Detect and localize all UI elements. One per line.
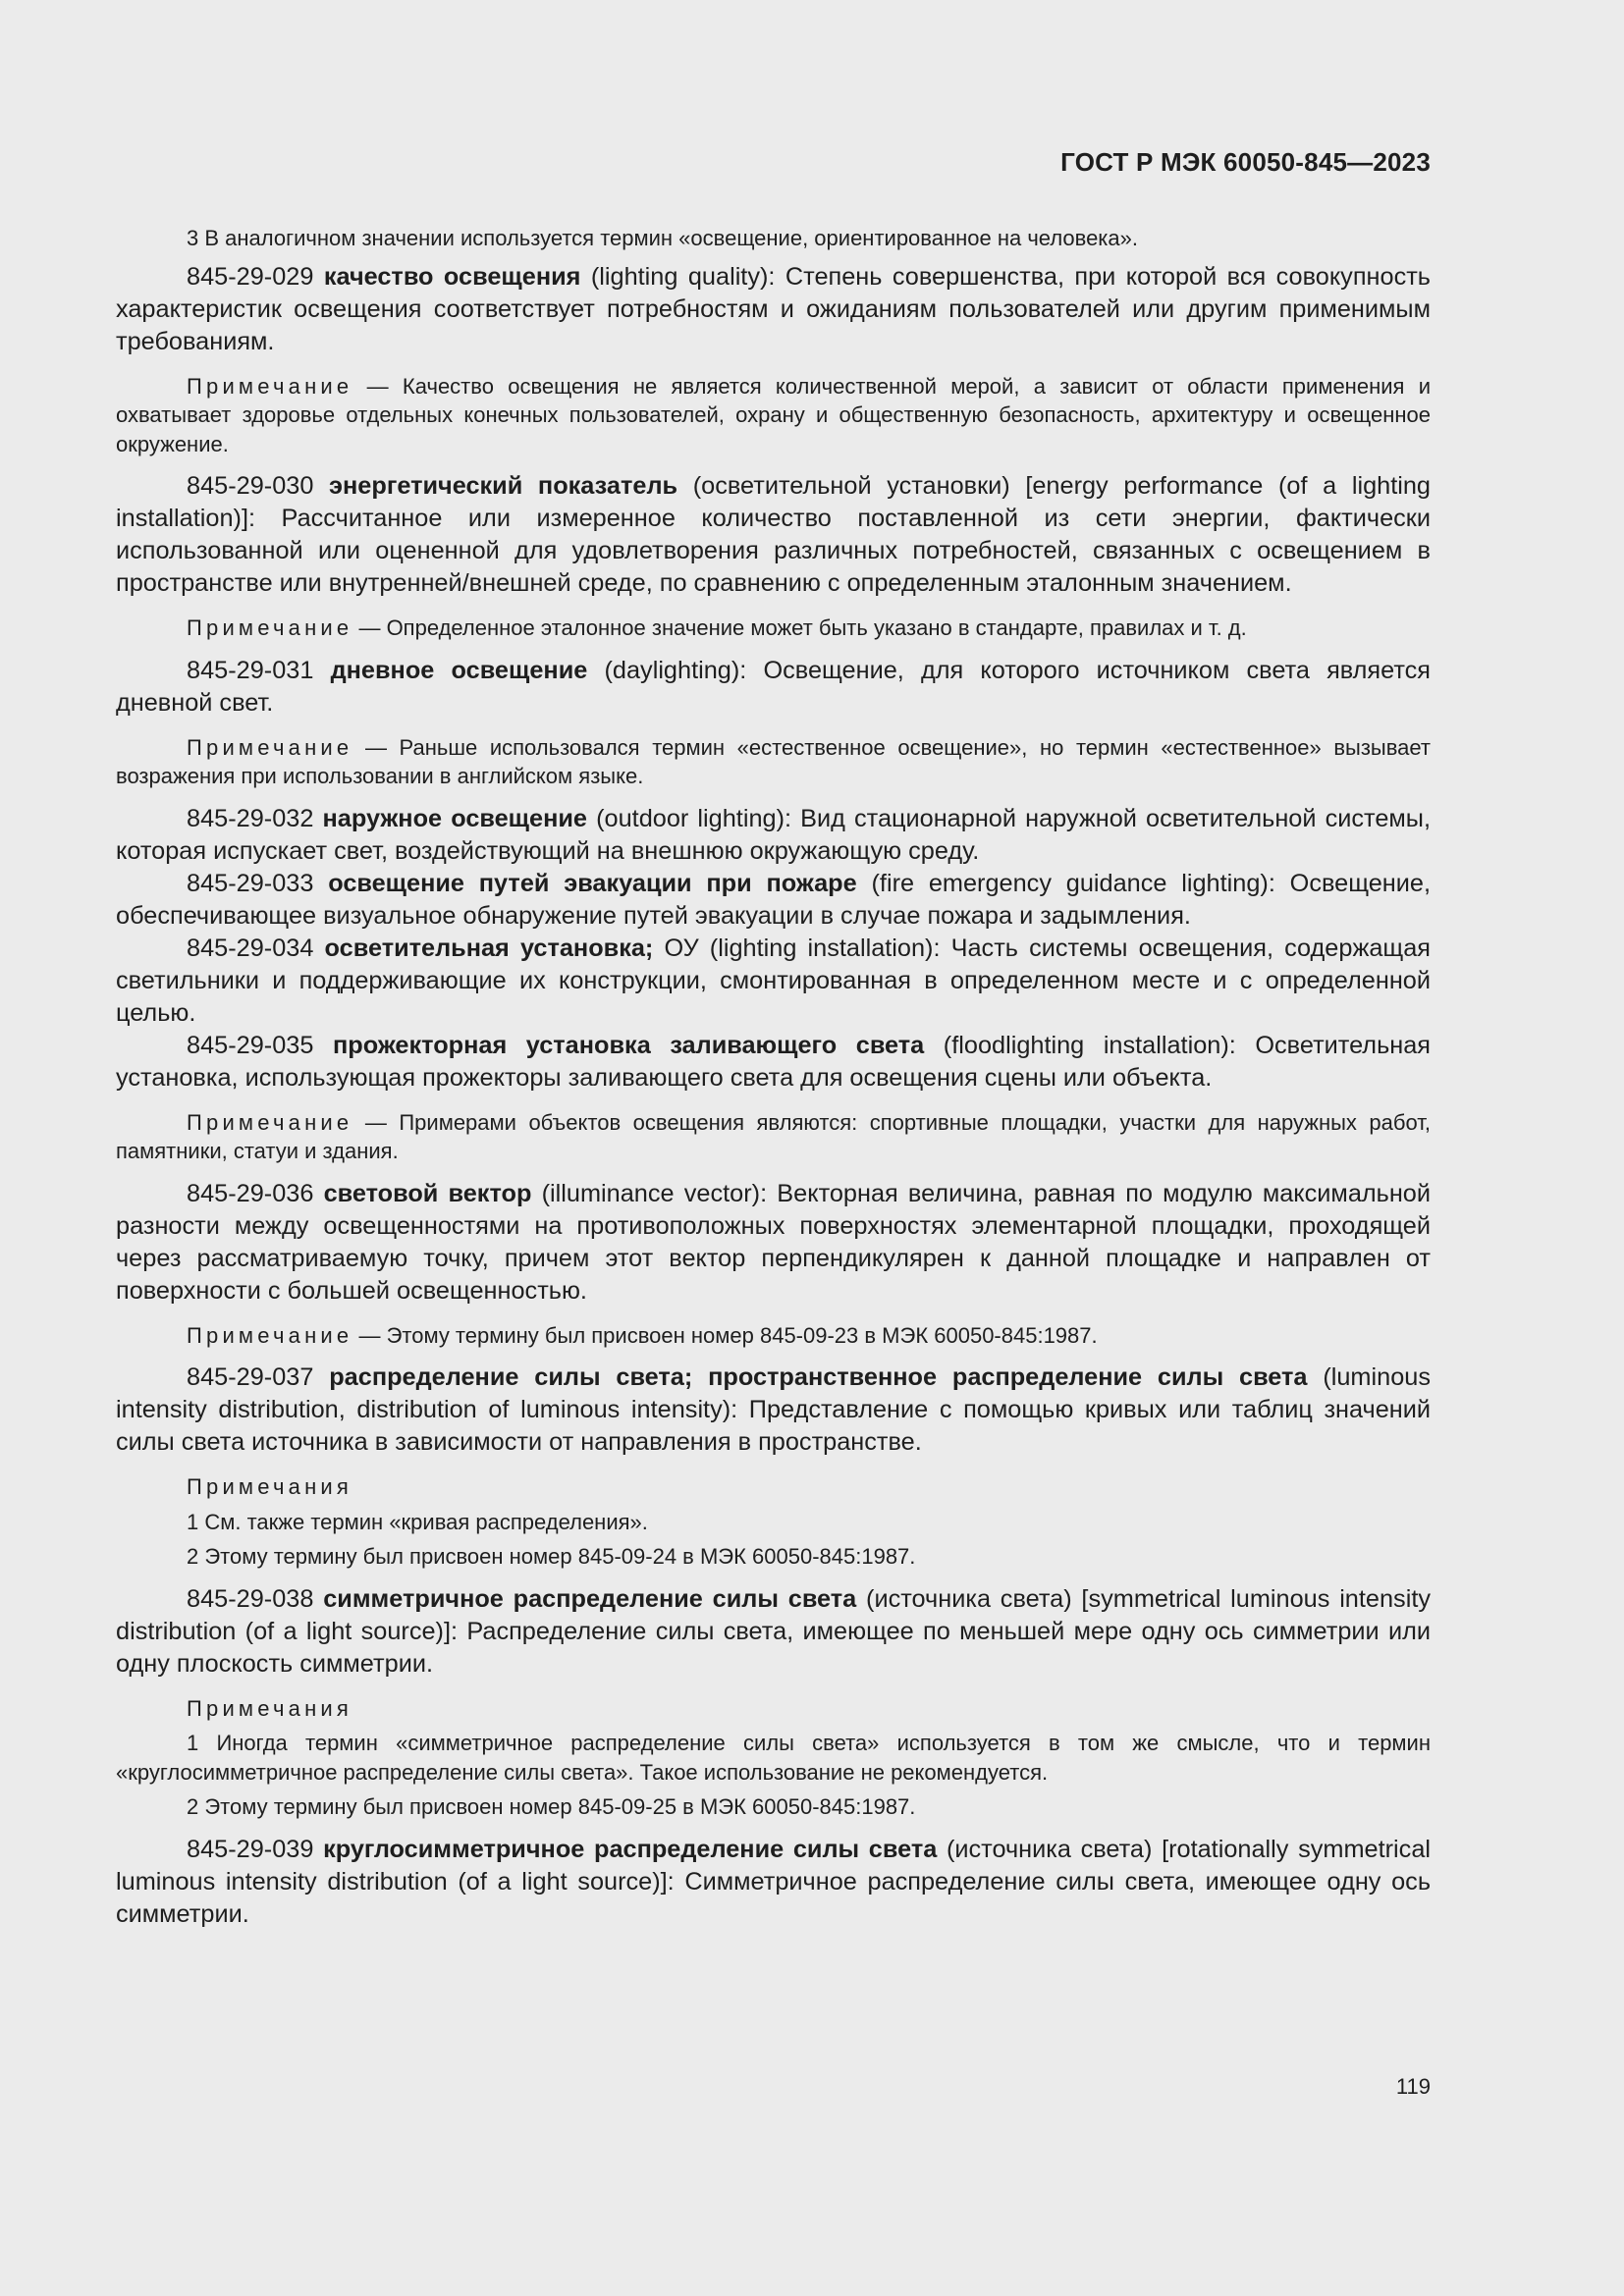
note-label: Примечание [187, 615, 353, 640]
term-definition: (outdoor lighting): Вид стационарной наружной осветительной системы, которая испускает свет, воздействующий на внешнюю окружающую среду. [116, 804, 1432, 865]
term-note-037-2: 2 Этому термину был присвоен номер 845-09-24 в МЭК 60050-845:1987. [187, 1544, 916, 1569]
notes-label-038: Примечания [187, 1695, 353, 1721]
term-definition: (floodlighting installation): Осветительная установка, использующая прожекторы заливающего света для освещения сцены или объекта. [116, 1031, 1431, 1092]
term-number: 845-29-038 [187, 1584, 314, 1613]
term-name: световой вектор [323, 1179, 532, 1207]
term-entry-034 [116, 933, 1431, 1030]
term-note-038-1: 1 Иногда термин «симметричное распределение силы света» используется в том же смысле, что и термин «круглосимметричное распределение силы света». Такое использование не рекомендуется. [116, 1731, 1431, 1785]
term-number: 845-29-029 [187, 262, 314, 291]
term-note-038-2: 2 Этому термину был присвоен номер 845-09-25 в МЭК 60050-845:1987. [187, 1794, 916, 1819]
notes-label-037: Примечания [187, 1474, 353, 1499]
note-text: — Этому термину был присвоен номер 845-09-23 в МЭК 60050-845:1987. [352, 1322, 1098, 1348]
note-human-centric: 3 В аналогичном значении используется термин «освещение, ориентированное на человека». [187, 226, 1138, 250]
term-number: 845-29-037 [187, 1363, 314, 1391]
page-content [116, 224, 1431, 1931]
term-entry-036 [116, 1178, 1431, 1308]
term-number: 845-29-039 [187, 1835, 314, 1863]
term-number: 845-29-036 [187, 1179, 314, 1207]
term-entry-037 [116, 1362, 1431, 1459]
note-label: Примечание [187, 1322, 353, 1348]
term-entry-032 [116, 803, 1431, 868]
term-number: 845-29-031 [187, 656, 314, 684]
term-number: 845-29-030 [187, 472, 314, 500]
term-entry-033 [116, 868, 1431, 933]
note-label: Примечание [187, 373, 353, 399]
term-note-030 [116, 614, 1431, 643]
term-number: 845-29-034 [187, 934, 314, 962]
term-name: качество освещения [323, 262, 581, 291]
note-text: — Качество освещения не является количественной мерой, а зависит от области применения и охватывает здоровье отдельных конечных пользователей, охрану и общественную безопасность, архитектуру и освещенное окружение. [116, 373, 1431, 456]
term-definition: (luminous intensity distribution, distribution of luminous intensity): Представление с помощью кривых или таблиц значений силы света источника в зависимости от направления в пространстве. [116, 1363, 1432, 1456]
term-name: прожекторная установка заливающего света [332, 1031, 925, 1059]
term-name: круглосимметричное распределение силы света [323, 1835, 938, 1863]
term-definition: (daylighting): Освещение, для которого источником света является дневной свет. [116, 656, 1432, 717]
term-name: распределение силы света; пространственное распределение силы света [329, 1363, 1308, 1391]
term-number: 845-29-032 [187, 804, 314, 832]
note-label: Примечание [187, 734, 353, 760]
term-entry-038 [116, 1583, 1431, 1681]
term-entry-030 [116, 470, 1431, 600]
term-definition: (источника света) [symmetrical luminous intensity distribution (of a light source)]: Распределение силы света, имеющее по меньшей мере одну ось симметрии или одну плоскость симметрии. [116, 1584, 1431, 1678]
note-text: — Примерами объектов освещения являются: спортивные площадки, участки для наружных работ, памятники, статуи и здания. [116, 1109, 1431, 1163]
term-definition: (fire emergency guidance lighting): Освещение, обеспечивающее визуальное обнаружение путей эвакуации в случае пожара и задымления. [116, 869, 1431, 930]
term-note-036 [116, 1321, 1431, 1351]
note-label: Примечание [187, 1109, 353, 1135]
term-definition: (источника света) [rotationally symmetrical luminous intensity distribution (of a light source)]: Симметричное распределение силы света, имеющее одну ось симметрии. [116, 1835, 1432, 1928]
term-name: наружное освещение [322, 804, 587, 832]
term-note-031 [116, 733, 1431, 791]
note-text: — Раньше использовался термин «естественное освещение», но термин «естественное» вызывает возражения при использовании в английском языке. [116, 734, 1431, 788]
term-number: 845-29-033 [187, 869, 314, 897]
term-entry-031 [116, 655, 1431, 720]
document-header: ГОСТ Р МЭК 60050-845—2023 [1060, 147, 1431, 177]
term-definition: (lighting quality): Степень совершенства, при которой вся совокупность характеристик освещения соответствует потребностям и ожиданиям пользователей или другим применимым требованиям. [116, 262, 1431, 355]
term-number: 845-29-035 [187, 1031, 314, 1059]
page-number: 119 [1395, 2074, 1431, 2099]
note-text: — Определенное эталонное значение может быть указано в стандарте, правилах и т. д. [352, 615, 1247, 640]
term-definition: (illuminance vector): Векторная величина, равная по модулю максимальной разности между освещенностями на противоположных поверхностях элементарной площадки, проходящей через рассматриваемую точку, причем этот вектор перпендикулярен к данной площадке и направлен от поверхности с большей освещенностью. [116, 1179, 1432, 1305]
term-entry-039 [116, 1834, 1431, 1931]
term-name: дневное освещение [330, 656, 588, 684]
term-note-037-1: 1 См. также термин «кривая распределения». [187, 1509, 648, 1534]
term-entry-035 [116, 1030, 1431, 1095]
term-note-029 [116, 372, 1431, 459]
term-note-035 [116, 1108, 1431, 1166]
term-name: энергетический показатель [329, 472, 678, 500]
term-entry-029 [116, 261, 1431, 358]
term-definition: ОУ (lighting installation): Часть системы освещения, содержащая светильники и поддерживающие их конструкции, смонтированная в определенном месте и с определенной целью. [116, 934, 1432, 1027]
term-name: освещение путей эвакуации при пожаре [328, 869, 857, 897]
term-definition: (осветительной установки) [energy performance (of a lighting installation)]: Рассчитанное или измеренное количество поставленной из сети энергии, фактически использованной или оцененной для удовлетворения различных потребностей, связанных с освещением в пространстве или внутренней/внешней среде, по сравнению с определенным эталонным значением. [116, 472, 1431, 597]
term-name: осветительная установка; [324, 934, 654, 962]
term-name: симметричное распределение силы света [323, 1584, 857, 1613]
